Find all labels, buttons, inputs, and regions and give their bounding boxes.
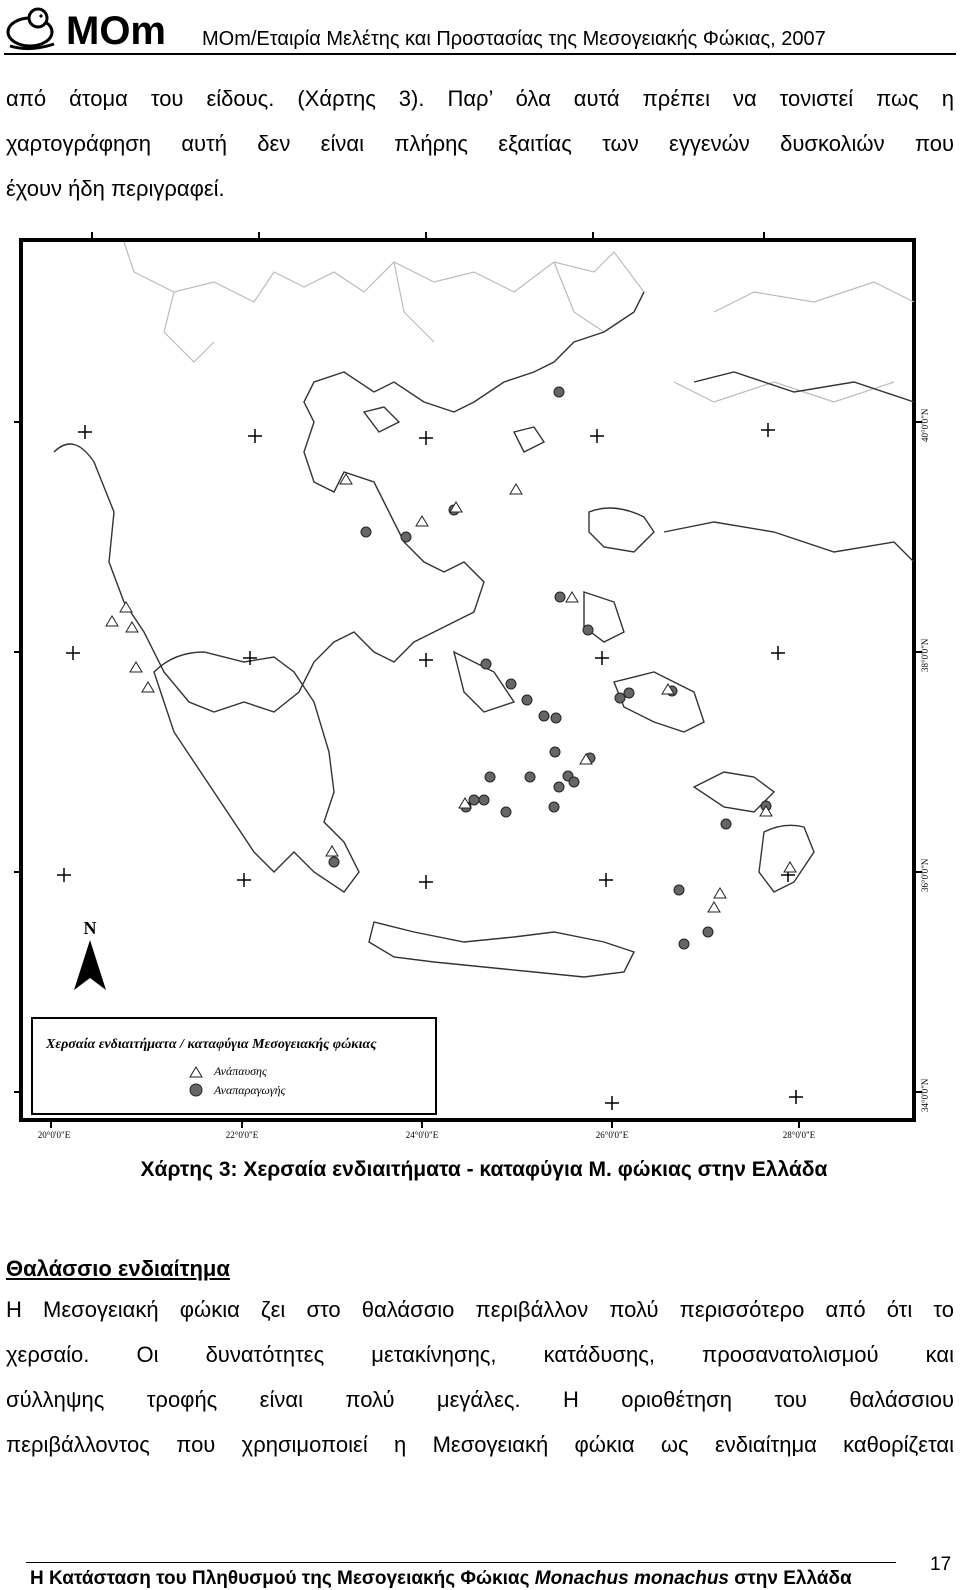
footer-species: Monachus monachus — [534, 1568, 729, 1589]
map-legend — [32, 1018, 436, 1114]
intro-paragraph — [6, 76, 954, 211]
legend-item-resting: Ανάπαυσης — [214, 1064, 267, 1078]
map-frame — [21, 240, 914, 1120]
legend-item-breeding: Αναπαραγωγής — [214, 1083, 286, 1097]
greece-habitat-map — [14, 232, 934, 1162]
legend-title: Χερσαία ενδιαιτήματα / καταφύγια Μεσογειακής φώκιας — [46, 1037, 377, 1052]
section-line: Η Μεσογειακή φώκια ζει στο θαλάσσιο περιβάλλον πολύ περισσότερο από ότι το — [6, 1297, 954, 1322]
page-number: 17 — [930, 1554, 952, 1575]
section-line: περιβάλλοντος που χρησιμοποιεί η Μεσογειακή φώκια ως ενδιαίτημα καθορίζεται — [6, 1432, 954, 1457]
section-paragraph — [6, 1287, 954, 1467]
section-line: χερσαίο. Οι δυνατότητες μετακίνησης, κατάδυσης, προσανατολισμού και — [6, 1342, 954, 1367]
header-title: MOm/Εταιρία Μελέτης και Προστασίας της Μεσογειακής Φώκιας, 2007 — [202, 28, 826, 50]
map-caption: Χάρτης 3: Χερσαία ενδιαιτήματα - καταφύγια Μ. φώκιας στην Ελλάδα — [140, 1158, 828, 1181]
footer-text-end: στην Ελλάδα — [729, 1568, 852, 1589]
lat-label: 40°0'0"N — [920, 408, 930, 442]
logo-text: MOm — [66, 9, 166, 52]
section-line: σύλληψης τροφής είναι πολύ μεγάλες. Η οριοθέτηση του θαλάσσιου — [6, 1387, 954, 1412]
lon-label: 28°0'0"E — [782, 1130, 816, 1140]
lat-label: 34°0'0"N — [920, 1078, 930, 1112]
header-rule — [4, 53, 956, 55]
section-heading: Θαλάσσιο ενδιαίτημα — [6, 1256, 230, 1281]
footer-rule — [26, 1562, 896, 1563]
legend-circle-icon — [190, 1084, 202, 1096]
lon-label: 24°0'0"E — [405, 1130, 439, 1140]
footer-text: Η Κατάσταση του Πληθυσμού της Μεσογειακής Φώκιας — [30, 1568, 535, 1589]
mom-logo — [4, 2, 200, 52]
intro-line: χαρτογράφηση αυτή δεν είναι πλήρης εξαιτίας των εγγενών δυσκολιών που — [6, 131, 954, 156]
intro-line: από άτομα του είδους. (Χάρτης 3). Παρ’ όλα αυτά πρέπει να τονιστεί πως η — [6, 86, 954, 111]
lon-labels — [38, 1130, 816, 1140]
lon-label: 20°0'0"E — [37, 1130, 71, 1140]
north-label: N — [83, 918, 97, 938]
lon-label: 22°0'0"E — [225, 1130, 259, 1140]
page-footer — [30, 1568, 852, 1590]
lat-label: 38°0'0"N — [920, 638, 930, 672]
lon-label: 26°0'0"E — [595, 1130, 629, 1140]
intro-line: έχουν ήδη περιγραφεί. — [6, 176, 225, 201]
lat-label: 36°0'0"N — [920, 858, 930, 892]
lat-labels — [920, 408, 930, 1112]
page-header — [0, 0, 960, 56]
map-canvas — [14, 232, 934, 1162]
